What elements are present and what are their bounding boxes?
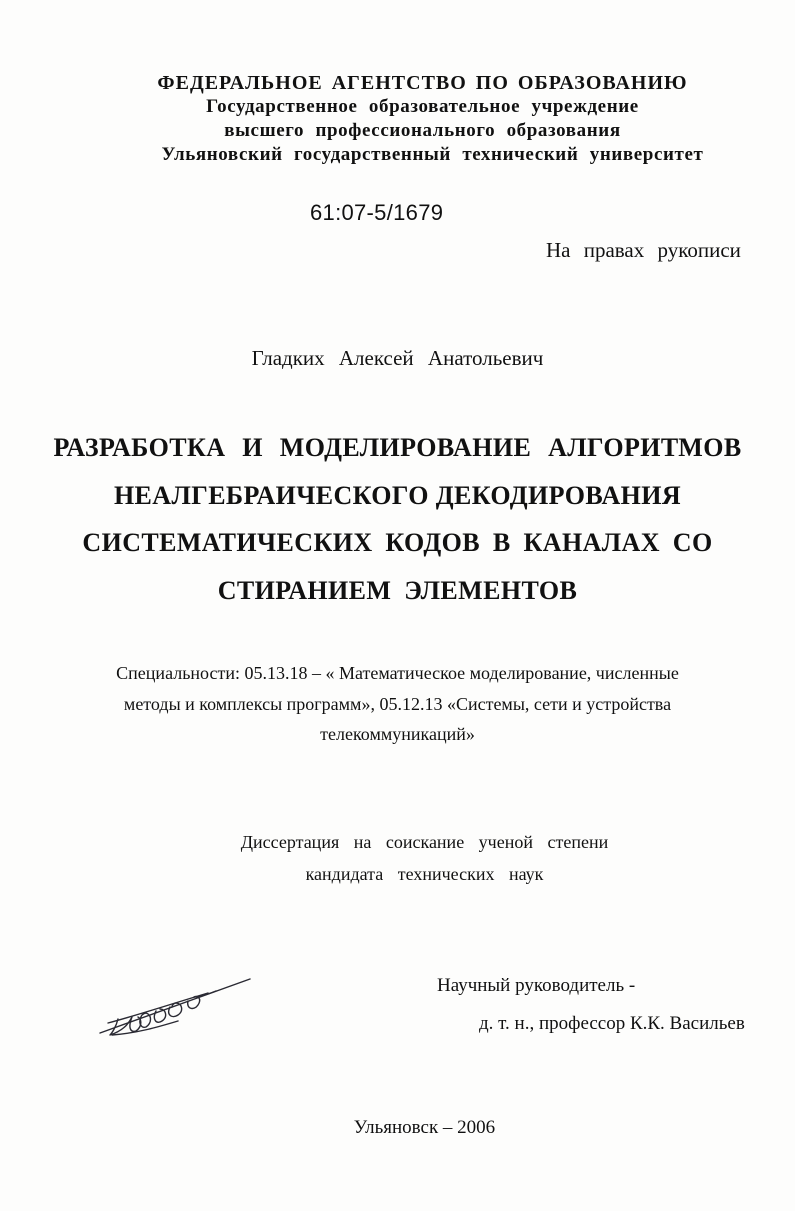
specialty-line-1: Специальности: 05.13.18 – « Математическое моделирование, численные xyxy=(116,663,679,683)
signature-icon xyxy=(98,975,258,1041)
library-code-stamp: 61:07-5/1679 xyxy=(310,200,444,225)
institution-type-line: Государственное образовательное учреждение xyxy=(206,96,639,117)
manuscript-rights-note: На правах рукописи xyxy=(546,238,741,262)
advisor-name: д. т. н., профессор К.К. Васильев xyxy=(479,1013,745,1034)
dissertation-line-1: Диссертация на соискание ученой степени xyxy=(240,832,609,852)
university-name: Ульяновский государственный технический университет xyxy=(161,144,704,165)
author-name: Гладких Алексей Анатольевич xyxy=(251,346,544,370)
city-year: Ульяновск – 2006 xyxy=(353,1117,496,1138)
specialty-line-3: телекоммуникаций» xyxy=(320,724,475,744)
title-line-1: РАЗРАБОТКА И МОДЕЛИРОВАНИЕ АЛГОРИТМОВ xyxy=(53,433,742,462)
title-line-2: НЕАЛГЕБРАИЧЕСКОГО ДЕКОДИРОВАНИЯ xyxy=(113,481,682,510)
title-line-3: СИСТЕМАТИЧЕСКИХ КОДОВ В КАНАЛАХ СО xyxy=(82,528,713,557)
title-line-4: СТИРАНИЕМ ЭЛЕМЕНТОВ xyxy=(217,576,578,605)
education-level-line: высшего профессионального образования xyxy=(224,120,621,141)
advisor-label: Научный руководитель - xyxy=(437,975,636,996)
dissertation-line-2: кандидата технических наук xyxy=(305,864,544,884)
specialty-line-2: методы и комплексы программ», 05.12.13 «Системы, сети и устройства xyxy=(123,694,672,714)
agency-heading: ФЕДЕРАЛЬНОЕ АГЕНТСТВО ПО ОБРАЗОВАНИЮ xyxy=(157,72,688,94)
